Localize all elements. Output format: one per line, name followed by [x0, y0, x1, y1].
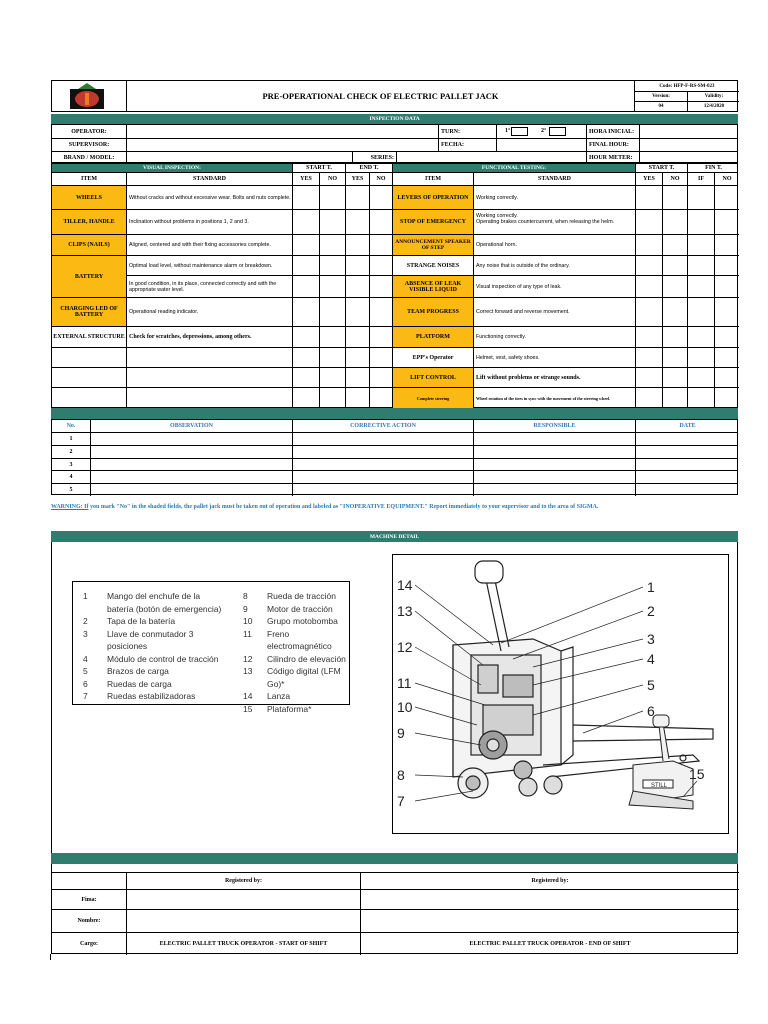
visual-start-label: START T.	[292, 164, 345, 172]
obs-row-5: 5	[69, 487, 73, 493]
visual-standard-charging-led: Operational reading indicator.	[129, 309, 199, 315]
functional-standard-speaker: Operational horn.	[476, 242, 517, 248]
legend-item	[83, 665, 223, 678]
functional-start-label: START T.	[635, 164, 687, 172]
callout-number: 1	[647, 579, 655, 595]
inspection-data-bar: INSPECTION DATA	[51, 114, 738, 124]
obs-row-4: 4	[69, 474, 73, 480]
brand-model-label: BRAND / MODEL:	[63, 154, 115, 161]
visual-item-wheels: WHEELS	[52, 186, 126, 209]
functional-standard-noises: Any noise that is outside of the ordinary.	[476, 262, 570, 269]
legend-text: Ruedas de carga	[107, 678, 172, 689]
obs-responsible-header: RESPONSIBLE	[473, 420, 635, 432]
visual-standard-battery-2: In good condition, in its place, connected correctly and with the appropriate water level.	[129, 280, 277, 293]
turn2-label: 2°	[541, 128, 547, 134]
hour-meter-label: HOUR METER:	[586, 151, 639, 164]
page-edge-mark	[50, 954, 51, 960]
legend-number: 2	[83, 616, 88, 626]
legend-item	[243, 653, 348, 666]
nombre-label: Nombre:	[77, 918, 101, 924]
series-label: SERIES:	[352, 151, 396, 164]
turn2-checkbox[interactable]	[549, 127, 566, 136]
functional-item-team-progress: TEAM PROGRESS	[393, 298, 473, 326]
functional-standard-platform: Functioning correctly.	[476, 334, 526, 340]
legend-text: Mango del enchufe de la batería (botón de emergencia)	[107, 591, 222, 614]
legend-number: 3	[83, 628, 88, 639]
functional-standard-steering: Wheel rotation of the tires in sync with the movement of the steering wheel.	[476, 396, 611, 401]
legend-text: Módulo de control de tracción	[107, 653, 219, 664]
visual-end-label: END T.	[345, 164, 392, 172]
functional-item-speaker: ANNOUNCEMENT SPEAKER OF STEP	[393, 235, 473, 255]
legend-number: 4	[83, 653, 88, 664]
firma-field-2[interactable]	[360, 890, 739, 909]
firma-label: Fima:	[81, 896, 97, 903]
legend-text: Motor de tracción	[267, 603, 333, 614]
warning-body: you mark "No" in the shaded fields, the pallet jack must be taken out of operation and labeled as "INOPERATIVE EQUIPMENT." Report immediately to your supervisor and to the area of SIGMA.	[88, 504, 599, 510]
legend-number: 15	[243, 703, 253, 714]
validity-label: Validity:	[687, 91, 740, 101]
callout-number: 6	[647, 703, 655, 719]
legend-text: Llave de conmutador 3 posiciones	[107, 628, 194, 651]
legend-number: 14	[243, 691, 253, 701]
legend-item	[83, 690, 223, 703]
form-title: PRE-OPERATIONAL CHECK OF ELECTRIC PALLET JACK	[126, 81, 634, 111]
cargo-value-1: ELECTRIC PALLET TRUCK OPERATOR - START OF SHIFT	[126, 933, 360, 955]
visual-yes1-header: YES	[292, 173, 319, 185]
emergency-stop-line-2: Operating brakes countercurrent, when releasing the helm.	[476, 219, 615, 225]
functional-item-noises: STRANGE NOISES	[406, 262, 460, 269]
functional-item-steering: Complete steering	[393, 388, 473, 409]
visual-item-battery: BATTERY	[52, 256, 126, 297]
warning-prefix: WARNING: If	[51, 504, 89, 510]
legend-text: Brazos de carga	[107, 666, 169, 676]
observations-table	[51, 419, 738, 495]
form-header	[51, 80, 738, 112]
functional-item-platform: PLATFORM	[393, 327, 473, 347]
doc-control	[634, 81, 739, 111]
legend-text: Grupo motobomba	[267, 616, 338, 626]
validity-value: 12/4/2020	[687, 101, 740, 112]
turn1-checkbox[interactable]	[511, 127, 528, 136]
functional-standard-levers: Working correctly.	[476, 194, 518, 201]
functional-item-levers: LEVERS OF OPERATION	[393, 186, 473, 209]
visual-standard-external-structure: Check for scratches, depressions, among others.	[129, 334, 252, 340]
pallet-jack-diagram	[392, 554, 729, 834]
final-hour-field[interactable]	[639, 138, 739, 151]
functional-no2-header: NO	[714, 173, 739, 185]
legend-item	[83, 590, 223, 615]
callout-number: 10	[397, 699, 413, 715]
legend-text: Freno electromagnético	[267, 628, 332, 651]
machine-detail-area	[51, 542, 738, 853]
registered-by-2: Registered by:	[360, 873, 739, 889]
functional-standard-team-progress: Correct forward and reverse movement.	[476, 309, 570, 315]
visual-standard-battery-1: Optimal load level, without maintenance alarm or breakdown.	[129, 262, 273, 269]
nombre-field-1[interactable]	[126, 910, 360, 932]
visual-standard-tiller: Inclination without problems in positions 1, 2 and 3.	[129, 219, 249, 225]
separator-bar	[51, 408, 738, 419]
obs-row-3: 3	[69, 461, 73, 468]
turn-label: TURN:	[438, 125, 496, 138]
supervisor-field[interactable]	[126, 138, 438, 151]
cargo-value-2: ELECTRIC PALLET TRUCK OPERATOR - END OF SHIFT	[360, 933, 739, 955]
visual-standard-clips: Aligned, centered and with their fixing accessories complete.	[129, 242, 271, 248]
legend-number: 11	[243, 628, 252, 639]
legend-number: 9	[243, 603, 248, 614]
version-value: 04	[658, 104, 664, 109]
visual-standard-wheels: Without cracks and without excessive wear. Bolts and nuts complete.	[129, 194, 291, 201]
legend-item	[243, 703, 348, 716]
functional-standard-lift-control: Lift without problems or strange sounds.	[476, 374, 581, 381]
fecha-label: FECHA:	[438, 138, 496, 151]
functional-testing-title: FUNCTIONAL TESTING:	[392, 164, 635, 172]
signature-area	[51, 864, 738, 954]
callout-number: 3	[647, 631, 655, 647]
inspection-data-table	[51, 124, 738, 163]
machine-detail-bar: MACHINE DETAIL	[51, 531, 738, 542]
visual-item-charging-led: CHARGING LED OF BATTERY	[52, 298, 126, 326]
company-logo	[68, 83, 106, 111]
legend-number: 8	[243, 591, 248, 601]
legend-item	[83, 615, 223, 628]
obs-no-header: No.	[66, 423, 76, 429]
visual-item-external-structure: EXTERNAL STRUCTURE	[53, 334, 125, 340]
functional-end-label: FIN T.	[687, 164, 739, 172]
functional-item-header: ITEM	[392, 173, 473, 185]
signature-table	[52, 872, 739, 954]
check-table	[51, 163, 738, 408]
callout-number: 14	[397, 577, 413, 593]
obs-corrective-header: CORRECTIVE ACTION	[292, 420, 473, 432]
visual-no1-header: NO	[319, 173, 345, 185]
doc-code: Code: HFP-F-RS-SM-023	[659, 83, 715, 89]
fecha-field[interactable]	[496, 138, 586, 151]
legend-text: Código digital (LFM Go)*	[267, 666, 341, 689]
parts-legend	[72, 581, 350, 714]
functional-standard-epp: Helmet, vest, safety shoes.	[476, 354, 540, 361]
callout-number: 7	[397, 793, 405, 809]
legend-item	[243, 690, 348, 703]
callout-number: 13	[397, 603, 413, 619]
visual-item-tiller: TILLER, HANDLE	[52, 210, 126, 234]
callout-number: 8	[397, 767, 405, 783]
legend-item	[243, 615, 348, 628]
legend-number: 5	[83, 666, 88, 676]
callout-number: 4	[647, 651, 655, 667]
functional-standard-leak: Visual inspection of any type of leak.	[476, 283, 562, 290]
functional-item-emergency-stop: STOP OF EMERGENCY	[393, 210, 473, 234]
callout-number: 9	[397, 725, 405, 741]
legend-text: Plataforma*	[267, 703, 312, 714]
warning-text	[51, 503, 651, 511]
visual-standard-header: STANDARD	[126, 173, 292, 185]
obs-row-2: 2	[69, 449, 73, 455]
callout-number: 2	[647, 603, 655, 619]
legend-text: Cilindro de elevación	[267, 653, 346, 664]
visual-inspection-title: VISUAL INSPECTION:	[52, 164, 292, 172]
functional-standard-header: STANDARD	[473, 173, 635, 185]
supervisor-label: SUPERVISOR:	[68, 141, 110, 148]
legend-item	[243, 665, 348, 690]
functional-item-leak: ABSENCE OF LEAK VISIBLE LIQUID	[393, 276, 473, 297]
legend-item	[243, 628, 348, 653]
pallet-jack-illustration	[393, 555, 728, 833]
still-logo: STILL	[651, 783, 668, 789]
legend-item	[243, 603, 348, 616]
cargo-label: Cargo:	[80, 941, 98, 947]
hora-inicial-field[interactable]	[639, 125, 739, 138]
obs-observation-header: OBSERVATION	[90, 420, 292, 432]
legend-text: Lanza	[267, 691, 291, 701]
visual-item-clips: CLIPS (NAILS)	[52, 235, 126, 255]
legend-number: 10	[243, 616, 253, 626]
final-hour-label: FINAL HOUR:	[586, 138, 639, 151]
hora-inicial-label: HORA INICIAL:	[586, 125, 639, 138]
firma-field-1[interactable]	[126, 890, 360, 909]
visual-yes2-header: YES	[345, 173, 369, 185]
visual-no2-header: NO	[369, 173, 392, 185]
legend-number: 1	[83, 591, 88, 601]
obs-row-1: 1	[69, 436, 73, 442]
legend-number: 13	[243, 666, 253, 676]
callout-number: 15	[689, 766, 705, 782]
functional-item-lift-control: LIFT CONTROL	[393, 368, 473, 387]
operator-field[interactable]	[126, 125, 438, 138]
legend-number: 12	[243, 653, 253, 664]
registered-by-1: Registered by:	[126, 873, 360, 889]
callout-number: 12	[397, 639, 413, 655]
version-label: Version:	[652, 93, 670, 99]
operator-label: OPERATOR:	[71, 128, 107, 135]
turn1-label: 1°	[505, 128, 511, 134]
functional-yes-header: YES	[635, 173, 662, 185]
legend-item	[243, 590, 348, 603]
functional-item-epp: EPP's Operator	[412, 354, 454, 361]
legend-item	[83, 678, 223, 691]
obs-date-header: DATE	[635, 420, 739, 432]
legend-number: 6	[83, 678, 88, 689]
legend-item	[83, 628, 223, 653]
callout-number: 11	[397, 675, 412, 691]
legend-text: Ruedas estabilizadoras	[107, 691, 196, 701]
visual-item-header: ITEM	[80, 176, 97, 182]
signature-bar	[51, 853, 738, 864]
emergency-stop-line-1: Working correctly.	[476, 213, 518, 219]
legend-number: 7	[83, 691, 88, 701]
legend-text: Tapa de la batería	[107, 616, 176, 626]
functional-no-header: NO	[662, 173, 687, 185]
legend-item	[83, 653, 223, 666]
nombre-field-2[interactable]	[360, 910, 739, 932]
callout-number: 5	[647, 677, 655, 693]
functional-if-header: IF	[687, 173, 714, 185]
legend-text: Rueda de tracción	[267, 591, 336, 601]
functional-standard-emergency-stop	[474, 213, 635, 233]
